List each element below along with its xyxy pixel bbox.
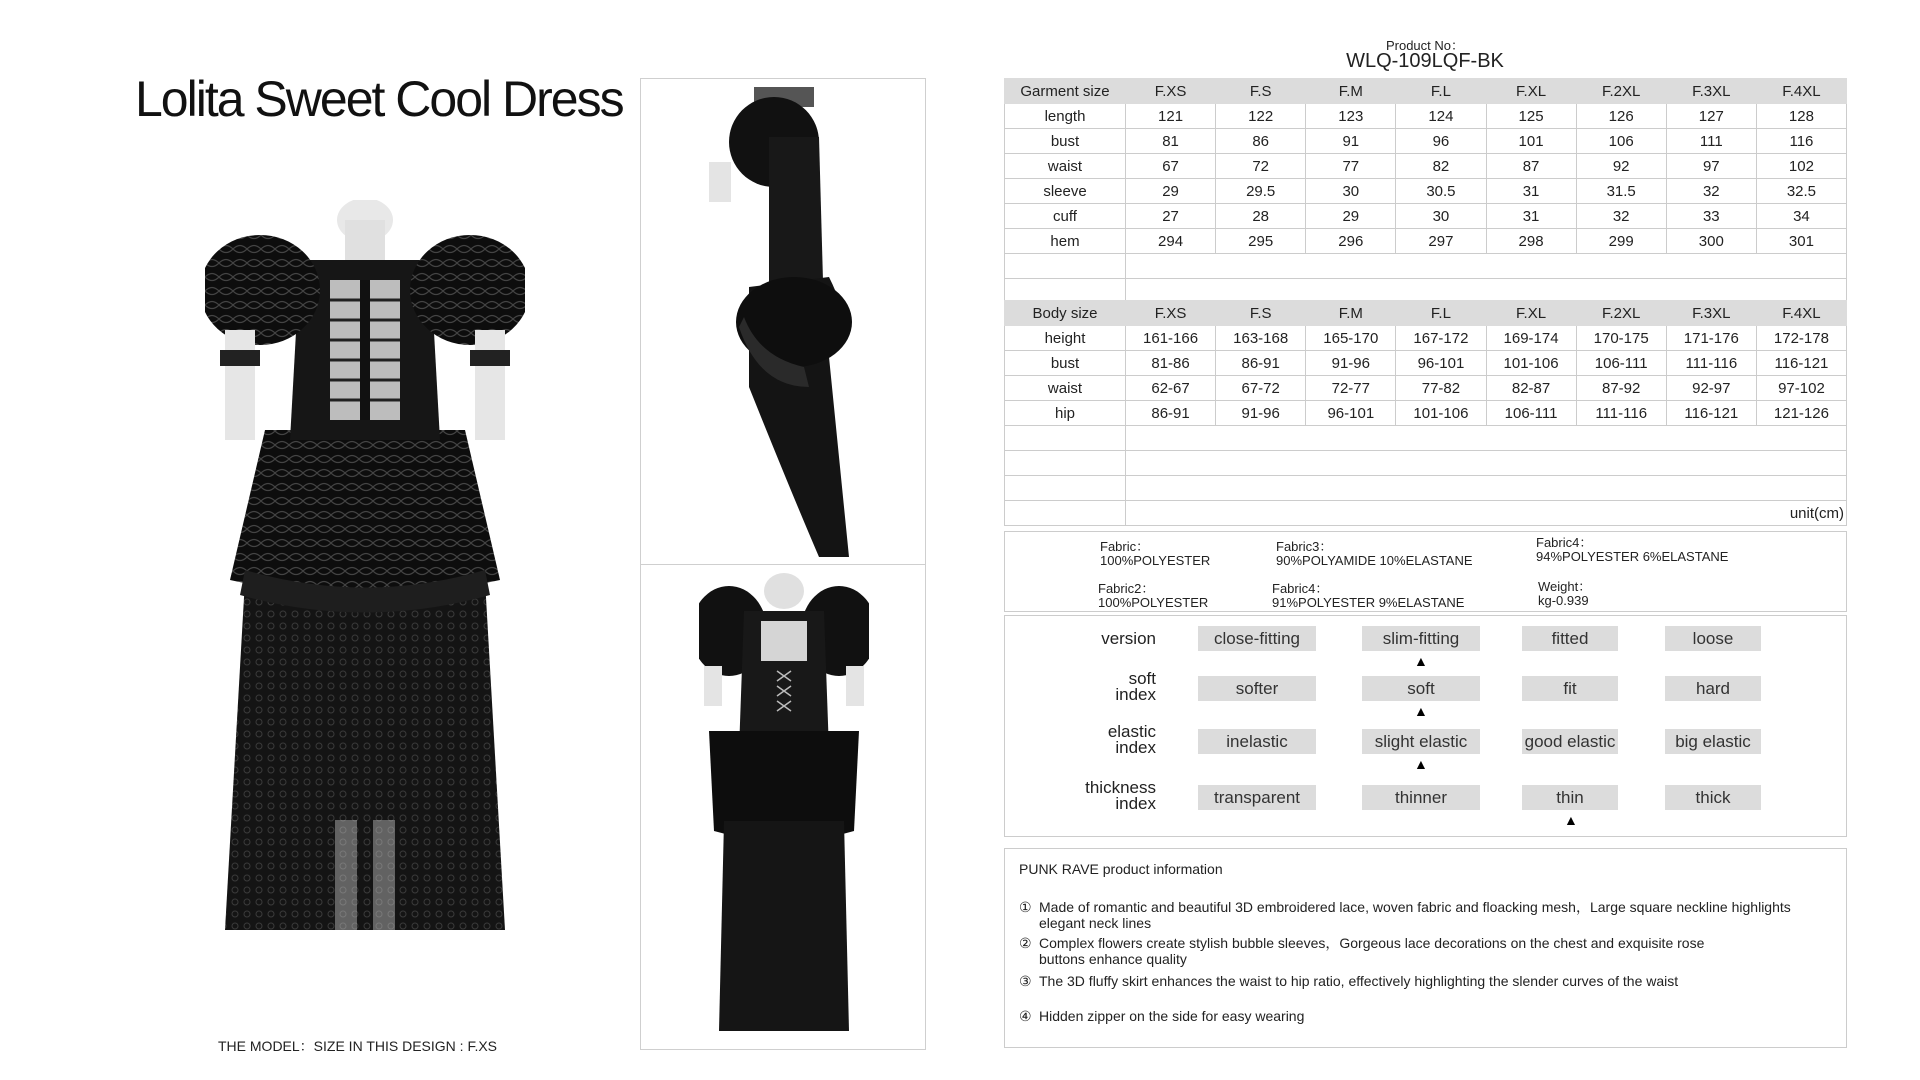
- garment-size-table: [1004, 78, 1847, 304]
- fabric-2-value: 100%POLYESTER: [1098, 595, 1209, 610]
- table-cell: waist: [1005, 154, 1126, 179]
- version-option: fitted: [1522, 626, 1618, 651]
- thickness-option: thinner: [1362, 785, 1480, 810]
- table-cell: F.XS: [1126, 301, 1216, 326]
- table-cell: 29: [1126, 179, 1216, 204]
- table-cell: 121-126: [1756, 401, 1846, 426]
- table-cell: 32.5: [1756, 179, 1846, 204]
- item-number: ③: [1019, 973, 1032, 989]
- item-text: The 3D fluffy skirt enhances the waist to hip ratio, effectively highlighting the slender curves of the waist: [1039, 973, 1679, 989]
- table-cell: 296: [1306, 229, 1396, 254]
- table-cell: 86-91: [1216, 351, 1306, 376]
- table-cell: 62-67: [1126, 376, 1216, 401]
- table-cell: 111-116: [1576, 401, 1666, 426]
- table-cell: hem: [1005, 229, 1126, 254]
- table-cell: 97-102: [1756, 376, 1846, 401]
- table-cell: Body size: [1005, 301, 1126, 326]
- thickness-option: thick: [1665, 785, 1761, 810]
- table-cell: F.3XL: [1666, 301, 1756, 326]
- fabric-4b: [1536, 536, 1728, 564]
- table-cell: 87-92: [1576, 376, 1666, 401]
- weight-value: kg-0.939: [1538, 593, 1589, 608]
- table-cell: 123: [1306, 104, 1396, 129]
- empty-row: [1005, 426, 1847, 451]
- fabric-4b-value: 94%POLYESTER 6%ELASTANE: [1536, 549, 1729, 564]
- table-cell: 96-101: [1306, 401, 1396, 426]
- table-cell: 72-77: [1306, 376, 1396, 401]
- table-cell: 102: [1756, 154, 1846, 179]
- table-cell: 101-106: [1396, 401, 1486, 426]
- soft-option: softer: [1198, 676, 1316, 701]
- fabric-3-label: Fabric3：: [1276, 539, 1333, 554]
- table-cell: F.XL: [1486, 301, 1576, 326]
- label-line: version: [1101, 629, 1156, 648]
- table-cell: waist: [1005, 376, 1126, 401]
- unit-label: unit(cm): [1126, 501, 1847, 526]
- table-cell: 30: [1396, 204, 1486, 229]
- table-cell: 28: [1216, 204, 1306, 229]
- fabric-4a: [1272, 582, 1464, 610]
- item-text: Made of romantic and beautiful 3D embroidered lace, woven fabric and floacking mesh，Large square neckline highlights elegant neck lines: [1039, 899, 1791, 931]
- table-cell: 32: [1576, 204, 1666, 229]
- table-cell: 106-111: [1486, 401, 1576, 426]
- item-text: Complex flowers create stylish bubble sleeves，Gorgeous lace decorations on the chest and exquisite rose buttons enhance quality: [1039, 935, 1705, 967]
- table-cell: 31.5: [1576, 179, 1666, 204]
- table-cell: cuff: [1005, 204, 1126, 229]
- table-cell: 116: [1756, 129, 1846, 154]
- table-cell: 33: [1666, 204, 1756, 229]
- thickness-option: thin: [1522, 785, 1618, 810]
- table-cell: 127: [1666, 104, 1756, 129]
- label-line: soft: [1128, 669, 1156, 688]
- table-cell: 67-72: [1216, 376, 1306, 401]
- table-cell: 86-91: [1126, 401, 1216, 426]
- table-cell: hip: [1005, 401, 1126, 426]
- selected-marker-icon: ▲: [1414, 653, 1428, 669]
- table-cell: F.L: [1396, 301, 1486, 326]
- table-cell: 297: [1396, 229, 1486, 254]
- table-row: [1005, 129, 1847, 154]
- table-cell: 30.5: [1396, 179, 1486, 204]
- table-cell: 101: [1486, 129, 1576, 154]
- table-cell: sleeve: [1005, 179, 1126, 204]
- fabric-1: [1100, 540, 1210, 568]
- product-information: [1004, 848, 1847, 1048]
- soft-option: fit: [1522, 676, 1618, 701]
- model-size-note: THE MODEL：SIZE IN THIS DESIGN : F.XS: [218, 1038, 498, 1054]
- table-cell: 300: [1666, 229, 1756, 254]
- table-cell: 128: [1756, 104, 1846, 129]
- table-cell: F.S: [1216, 301, 1306, 326]
- thickness-index-label: [1085, 780, 1156, 812]
- table-row: [1005, 376, 1847, 401]
- label-line: thickness: [1085, 778, 1156, 797]
- label-line: index: [1115, 685, 1156, 704]
- table-cell: 82: [1396, 154, 1486, 179]
- item-number: ①: [1019, 899, 1032, 915]
- table-cell: 301: [1756, 229, 1846, 254]
- fabric-3: [1276, 540, 1473, 568]
- table-cell: 106: [1576, 129, 1666, 154]
- page-title: Lolita Sweet Cool Dress: [135, 71, 623, 127]
- label-line: index: [1115, 794, 1156, 813]
- fabric-1-value: 100%POLYESTER: [1100, 553, 1211, 568]
- table-cell: 111-116: [1666, 351, 1756, 376]
- table-cell: 97: [1666, 154, 1756, 179]
- thickness-option: transparent: [1198, 785, 1316, 810]
- table-header-row: [1005, 79, 1847, 104]
- table-cell: F.4XL: [1756, 79, 1846, 104]
- selected-marker-icon: ▲: [1414, 703, 1428, 719]
- table-cell: 167-172: [1396, 326, 1486, 351]
- table-row: [1005, 154, 1847, 179]
- side-product-photo: [699, 87, 869, 557]
- table-cell: F.XL: [1486, 79, 1576, 104]
- fabric-4a-label: Fabric4：: [1272, 581, 1329, 596]
- table-cell: 72: [1216, 154, 1306, 179]
- table-cell: F.2XL: [1576, 301, 1666, 326]
- table-cell: F.XS: [1126, 79, 1216, 104]
- list-item: [1019, 935, 1839, 967]
- soft-option: soft: [1362, 676, 1480, 701]
- fabric-3-value: 90%POLYAMIDE 10%ELASTANE: [1276, 553, 1473, 568]
- table-row: [1005, 351, 1847, 376]
- table-header-row: [1005, 301, 1847, 326]
- list-item: [1019, 899, 1839, 931]
- table-row: [1005, 229, 1847, 254]
- table-cell: 170-175: [1576, 326, 1666, 351]
- table-cell: 172-178: [1756, 326, 1846, 351]
- table-cell: 92: [1576, 154, 1666, 179]
- table-cell: Garment size: [1005, 79, 1126, 104]
- fabric-info: [1004, 531, 1847, 612]
- fabric-4a-value: 91%POLYESTER 9%ELASTANE: [1272, 595, 1465, 610]
- table-cell: 299: [1576, 229, 1666, 254]
- info-title: PUNK RAVE product information: [1019, 861, 1223, 877]
- table-cell: 67: [1126, 154, 1216, 179]
- elastic-option: slight elastic: [1362, 729, 1480, 754]
- version-option: loose: [1665, 626, 1761, 651]
- item-number: ④: [1019, 1008, 1032, 1024]
- table-cell: 30: [1306, 179, 1396, 204]
- table-cell: F.L: [1396, 79, 1486, 104]
- elastic-option: inelastic: [1198, 729, 1316, 754]
- table-cell: height: [1005, 326, 1126, 351]
- product-no-label: Product No：: [1385, 38, 1465, 53]
- table-cell: 163-168: [1216, 326, 1306, 351]
- table-cell: 91-96: [1306, 351, 1396, 376]
- elastic-index-label: [1108, 724, 1156, 756]
- table-cell: F.M: [1306, 301, 1396, 326]
- fabric-2-label: Fabric2：: [1098, 581, 1155, 596]
- elastic-option: big elastic: [1665, 729, 1761, 754]
- table-cell: 77: [1306, 154, 1396, 179]
- table-cell: bust: [1005, 351, 1126, 376]
- selected-marker-icon: ▲: [1564, 812, 1578, 828]
- selected-marker-icon: ▲: [1414, 756, 1428, 772]
- item-number: ②: [1019, 935, 1032, 951]
- photo-panel: [640, 78, 926, 1050]
- table-cell: 27: [1126, 204, 1216, 229]
- table-cell: 122: [1216, 104, 1306, 129]
- fabric-2: [1098, 582, 1208, 610]
- table-cell: 81-86: [1126, 351, 1216, 376]
- soft-index-label: [1115, 671, 1156, 703]
- table-cell: 116-121: [1666, 401, 1756, 426]
- table-cell: 96-101: [1396, 351, 1486, 376]
- table-cell: F.4XL: [1756, 301, 1846, 326]
- list-item: [1019, 1008, 1839, 1024]
- table-cell: 124: [1396, 104, 1486, 129]
- empty-row: [1005, 451, 1847, 476]
- table-row: [1005, 326, 1847, 351]
- fabric-1-label: Fabric：: [1100, 539, 1150, 554]
- table-cell: 29.5: [1216, 179, 1306, 204]
- index-scales: [1004, 615, 1847, 837]
- table-cell: F.2XL: [1576, 79, 1666, 104]
- product-number: WLQ-109LQF-BK: [1346, 50, 1504, 72]
- table-row: [1005, 179, 1847, 204]
- table-cell: 295: [1216, 229, 1306, 254]
- fabric-4b-label: Fabric4：: [1536, 535, 1593, 550]
- table-cell: 96: [1396, 129, 1486, 154]
- empty-row: [1005, 476, 1847, 501]
- item-text: Hidden zipper on the side for easy wearing: [1039, 1008, 1305, 1024]
- table-cell: 91: [1306, 129, 1396, 154]
- table-cell: 91-96: [1216, 401, 1306, 426]
- back-product-photo: [699, 571, 869, 1041]
- table-cell: F.3XL: [1666, 79, 1756, 104]
- soft-option: hard: [1665, 676, 1761, 701]
- elastic-option: good elastic: [1522, 729, 1618, 754]
- table-cell: 294: [1126, 229, 1216, 254]
- version-label: [1101, 631, 1156, 647]
- table-cell: 298: [1486, 229, 1576, 254]
- table-cell: 34: [1756, 204, 1846, 229]
- table-cell: 169-174: [1486, 326, 1576, 351]
- weight: [1538, 580, 1591, 608]
- table-cell: 82-87: [1486, 376, 1576, 401]
- table-cell: 86: [1216, 129, 1306, 154]
- table-cell: bust: [1005, 129, 1126, 154]
- table-cell: 31: [1486, 179, 1576, 204]
- label-line: index: [1115, 738, 1156, 757]
- table-cell: 87: [1486, 154, 1576, 179]
- unit-row: [1005, 501, 1847, 526]
- version-option: close-fitting: [1198, 626, 1316, 651]
- weight-label: Weight：: [1538, 579, 1592, 594]
- body-size-table: [1004, 300, 1847, 526]
- table-cell: 77-82: [1396, 376, 1486, 401]
- table-row: [1005, 104, 1847, 129]
- empty-row: [1005, 254, 1847, 279]
- table-cell: length: [1005, 104, 1126, 129]
- table-cell: 106-111: [1576, 351, 1666, 376]
- table-cell: F.M: [1306, 79, 1396, 104]
- version-option: slim-fitting: [1362, 626, 1480, 651]
- front-product-photo: [205, 200, 525, 940]
- table-cell: 116-121: [1756, 351, 1846, 376]
- table-row: [1005, 204, 1847, 229]
- table-cell: 121: [1126, 104, 1216, 129]
- table-cell: 31: [1486, 204, 1576, 229]
- table-cell: 161-166: [1126, 326, 1216, 351]
- table-cell: F.S: [1216, 79, 1306, 104]
- table-cell: 111: [1666, 129, 1756, 154]
- table-cell: 92-97: [1666, 376, 1756, 401]
- table-cell: 125: [1486, 104, 1576, 129]
- table-cell: 126: [1576, 104, 1666, 129]
- table-cell: 29: [1306, 204, 1396, 229]
- table-cell: 81: [1126, 129, 1216, 154]
- table-cell: 101-106: [1486, 351, 1576, 376]
- table-cell: 171-176: [1666, 326, 1756, 351]
- table-cell: 32: [1666, 179, 1756, 204]
- table-cell: 165-170: [1306, 326, 1396, 351]
- list-item: [1019, 973, 1839, 989]
- label-line: elastic: [1107, 722, 1156, 741]
- table-row: [1005, 401, 1847, 426]
